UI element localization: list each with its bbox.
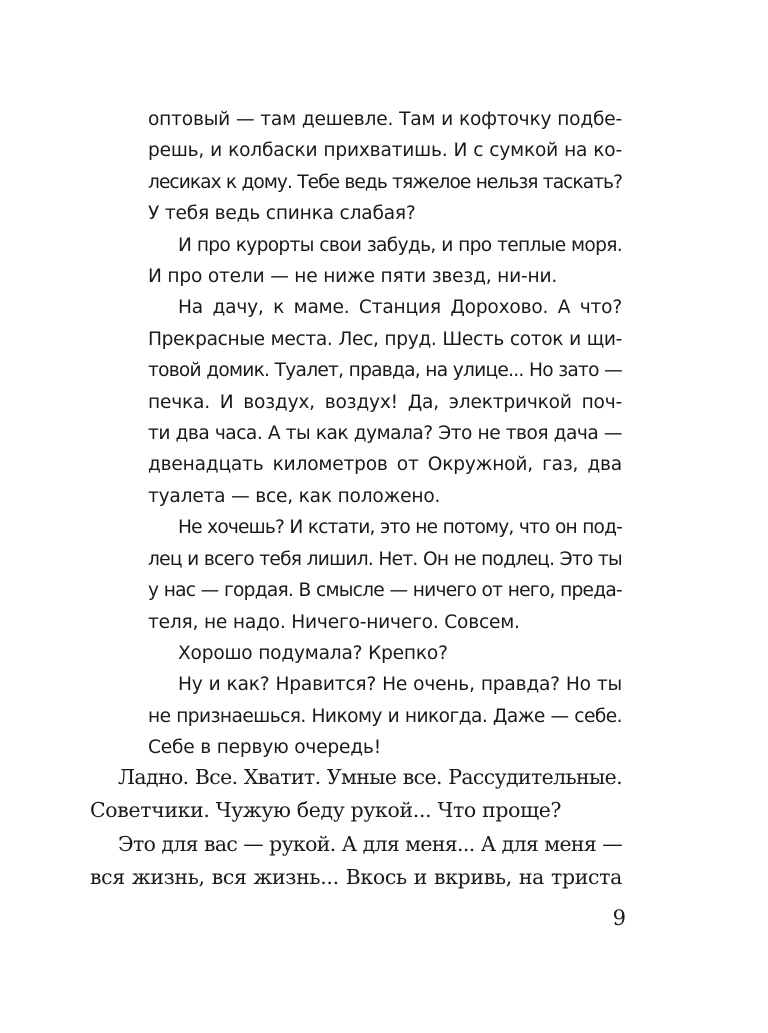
text-line: Себе в первую очередь!: [148, 737, 381, 759]
text-line: Не хочешь? И кстати, это не потому, что он под-: [178, 517, 622, 539]
text-line: у нас — гордая. В смысле — ничего от него, преда-: [148, 580, 622, 602]
text-line: решь, и колбаски прихватишь. И с сумкой на ко-: [148, 140, 622, 162]
text-line: Ну и как? Нравится? Не очень, правда? Но ты: [178, 674, 622, 696]
text-line: не признаешься. Никому и никогда. Даже — себе.: [148, 705, 622, 727]
text-line: лец и всего тебя лишил. Нет. Он не подлец. Это ты: [148, 548, 622, 570]
paragraph: [148, 669, 622, 763]
text-line: Ладно. Все. Хватит. Умные все. Рассудительные.: [118, 765, 622, 789]
text-line: И про отели — не ниже пяти звезд, ни-ни.: [148, 266, 558, 288]
text-line: теля, не надо. Ничего-ничего. Совсем.: [148, 611, 520, 633]
narrative-text-block: [90, 761, 622, 895]
text-line: печка. И воздух, воздух! Да, электричкой поч-: [148, 391, 622, 413]
text-line: Прекрасные места. Лес, пруд. Шесть соток и щи-: [148, 328, 622, 350]
text-line: ти два часа. А ты как думала? Это не твоя дача —: [148, 423, 622, 445]
text-line: У тебя ведь спинка слабая?: [148, 203, 416, 225]
text-line: И про курорты свои забудь, и про теплые моря.: [178, 234, 622, 256]
paragraph: [148, 292, 622, 512]
text-line: На дачу, к маме. Станция Дорохово. А что?: [178, 297, 622, 319]
paragraph: [148, 104, 622, 230]
text-line: Это для вас — рукой. А для меня... А для меня —: [118, 831, 622, 856]
paragraph: [148, 230, 622, 293]
text-line: Хорошо подумала? Крепко?: [178, 642, 448, 664]
text-line: товой домик. Туалет, правда, на улице... Но зато —: [148, 360, 622, 382]
paragraph: [90, 828, 622, 895]
paragraph: [90, 761, 622, 828]
paragraph: [148, 512, 622, 638]
monologue-text-block: [148, 104, 622, 764]
text-line: лесиках к дому. Тебе ведь тяжелое нельзя таскать?: [148, 171, 622, 193]
page-number: 9: [612, 906, 626, 930]
text-line: двенадцать километров от Окружной, газ, два: [148, 454, 622, 476]
text-line: Советчики. Чужую беду рукой... Что проще?: [90, 798, 562, 823]
paragraph: [148, 638, 622, 669]
text-line: вся жизнь, вся жизнь... Вкось и вкривь, на триста: [90, 865, 622, 890]
text-line: туалета — все, как положено.: [148, 485, 441, 507]
text-line: оптовый — там дешевле. Там и кофточку подбе-: [148, 109, 622, 130]
